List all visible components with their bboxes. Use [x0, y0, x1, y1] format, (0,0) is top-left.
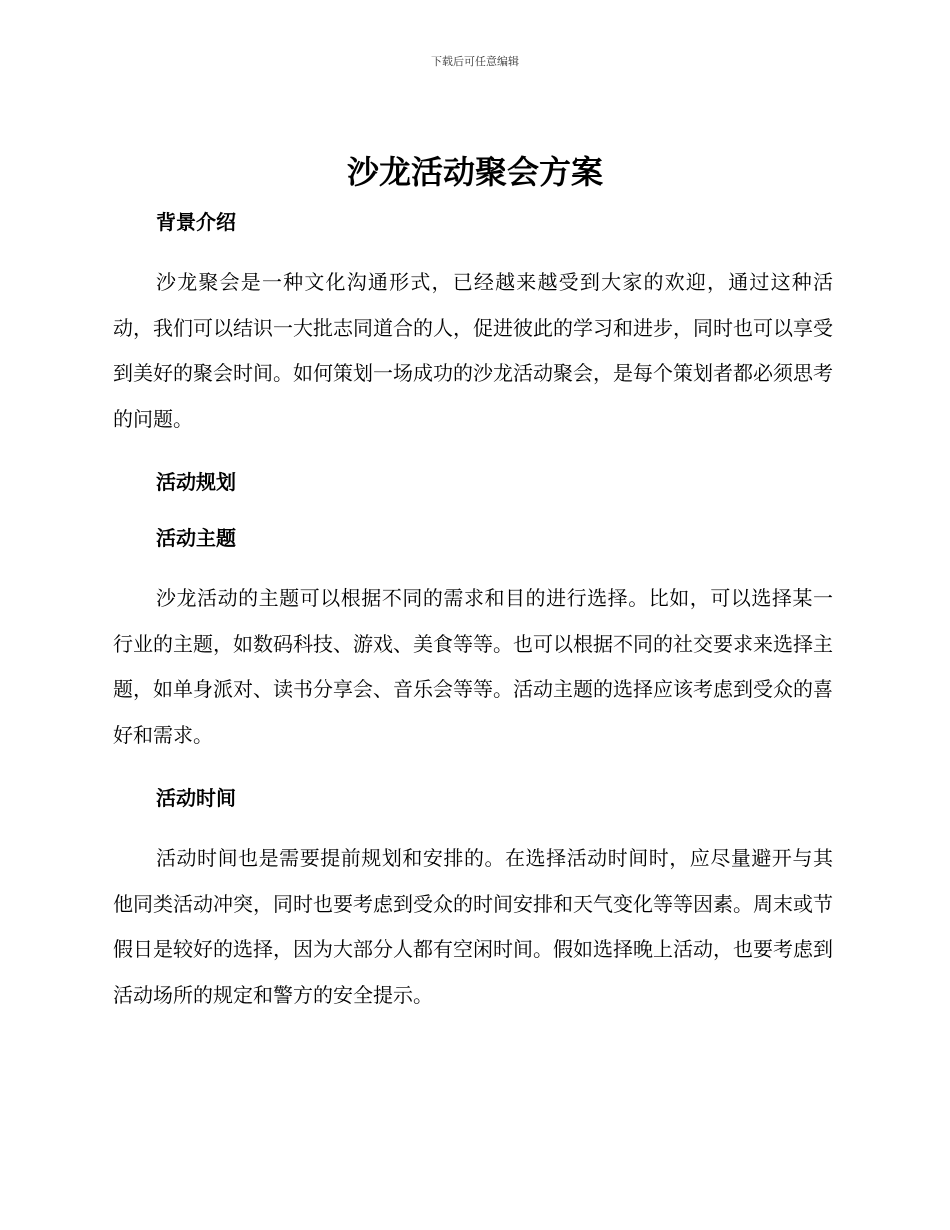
paragraph-background: 沙龙聚会是一种文化沟通形式，已经越来越受到大家的欢迎，通过这种活动，我们可以结识一大批志同道合的人，促进彼此的学习和进步，同时也可以享受到美好的聚会时间。如何策划一场成功的沙龙活动聚会，是每个策划者都必须思考的问题。 — [113, 270, 833, 431]
section-heading-activity-planning: 活动规划 — [156, 470, 236, 494]
section-heading-activity-theme: 活动主题 — [156, 526, 236, 550]
document-body — [113, 204, 833, 1018]
paragraph-activity-theme: 沙龙活动的主题可以根据不同的需求和目的进行选择。比如，可以选择某一行业的主题，如数码科技、游戏、美食等等。也可以根据不同的社交要求来选择主题，如单身派对、读书分享会、音乐会等等。活动主题的选择应该考虑到受众的喜好和需求。 — [113, 586, 833, 747]
section-heading-activity-time: 活动时间 — [156, 786, 236, 810]
page-header-note: 下载后可任意编辑 — [431, 55, 519, 68]
section-heading-background: 背景介绍 — [156, 210, 236, 234]
document-title: 沙龙活动聚会方案 — [346, 153, 603, 191]
paragraph-activity-time: 活动时间也是需要提前规划和安排的。在选择活动时间时，应尽量避开与其他同类活动冲突，同时也要考虑到受众的时间安排和天气变化等等因素。周末或节假日是较好的选择，因为大部分人都有空闲时间。假如选择晚上活动，也要考虑到活动场所的规定和警方的安全提示。 — [113, 846, 833, 1007]
